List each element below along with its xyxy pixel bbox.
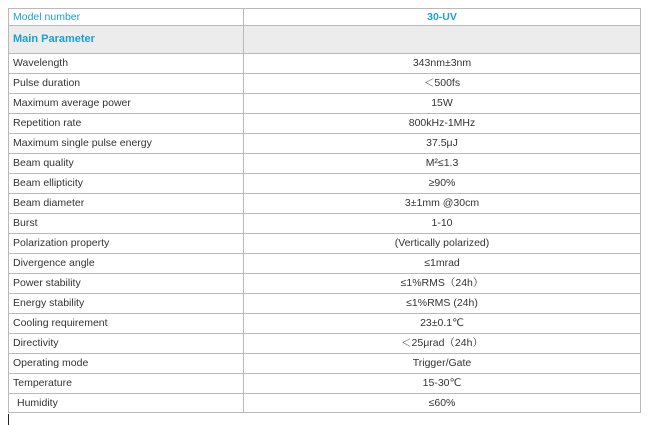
param-label: Beam quality	[9, 154, 244, 174]
table-row	[9, 354, 641, 374]
param-label: Wavelength	[9, 54, 244, 74]
param-value: Trigger/Gate	[244, 354, 641, 374]
table-row	[9, 334, 641, 354]
param-value: (Vertically polarized)	[244, 234, 641, 254]
table-row	[9, 374, 641, 394]
param-value: ＜500fs	[244, 74, 641, 94]
param-value: M²≤1.3	[244, 154, 641, 174]
param-value: 1-10	[244, 214, 641, 234]
table-row	[9, 254, 641, 274]
param-value: 800kHz-1MHz	[244, 114, 641, 134]
table-row	[9, 234, 641, 254]
param-label: Operating mode	[9, 354, 244, 374]
table-row	[9, 274, 641, 294]
param-value: 3±1mm @30cm	[244, 194, 641, 214]
param-label: Beam diameter	[9, 194, 244, 214]
model-value: 30-UV	[244, 9, 641, 26]
table-row	[9, 94, 641, 114]
table-row	[9, 114, 641, 134]
param-value: ≤1mrad	[244, 254, 641, 274]
param-label: Directivity	[9, 334, 244, 354]
table-row	[9, 154, 641, 174]
table-row	[9, 134, 641, 154]
section-title: Main Parameter	[9, 26, 244, 54]
model-label: Model number	[9, 9, 244, 26]
param-label: Polarization property	[9, 234, 244, 254]
param-label: Burst	[9, 214, 244, 234]
table-row	[9, 214, 641, 234]
table-row	[9, 54, 641, 74]
spec-table	[8, 8, 641, 413]
section-blank-cell	[244, 26, 641, 54]
param-label: Cooling requirement	[9, 314, 244, 334]
param-label: Divergence angle	[9, 254, 244, 274]
model-row	[9, 9, 641, 26]
param-value: ＜25μrad（24h）	[244, 334, 641, 354]
param-value: 37.5μJ	[244, 134, 641, 154]
param-label: Power stability	[9, 274, 244, 294]
table-row	[9, 294, 641, 314]
param-label: Pulse duration	[9, 74, 244, 94]
param-label: Maximum average power	[9, 94, 244, 114]
param-value: 15-30℃	[244, 374, 641, 394]
param-value: ≤60%	[244, 394, 641, 413]
param-label: Humidity	[9, 394, 244, 413]
param-value: ≤1%RMS（24h）	[244, 274, 641, 294]
param-label: Temperature	[9, 374, 244, 394]
section-header-row	[9, 26, 641, 54]
param-label: Repetition rate	[9, 114, 244, 134]
param-value: ≥90%	[244, 174, 641, 194]
table-row	[9, 174, 641, 194]
param-value: 343nm±3nm	[244, 54, 641, 74]
param-value: 15W	[244, 94, 641, 114]
param-value: ≤1%RMS (24h)	[244, 294, 641, 314]
table-row	[9, 394, 641, 413]
param-label: Maximum single pulse energy	[9, 134, 244, 154]
param-value: 23±0.1℃	[244, 314, 641, 334]
table-row	[9, 314, 641, 334]
param-label: Energy stability	[9, 294, 244, 314]
text-cursor	[8, 414, 9, 425]
table-row	[9, 74, 641, 94]
table-row	[9, 194, 641, 214]
param-label: Beam ellipticity	[9, 174, 244, 194]
